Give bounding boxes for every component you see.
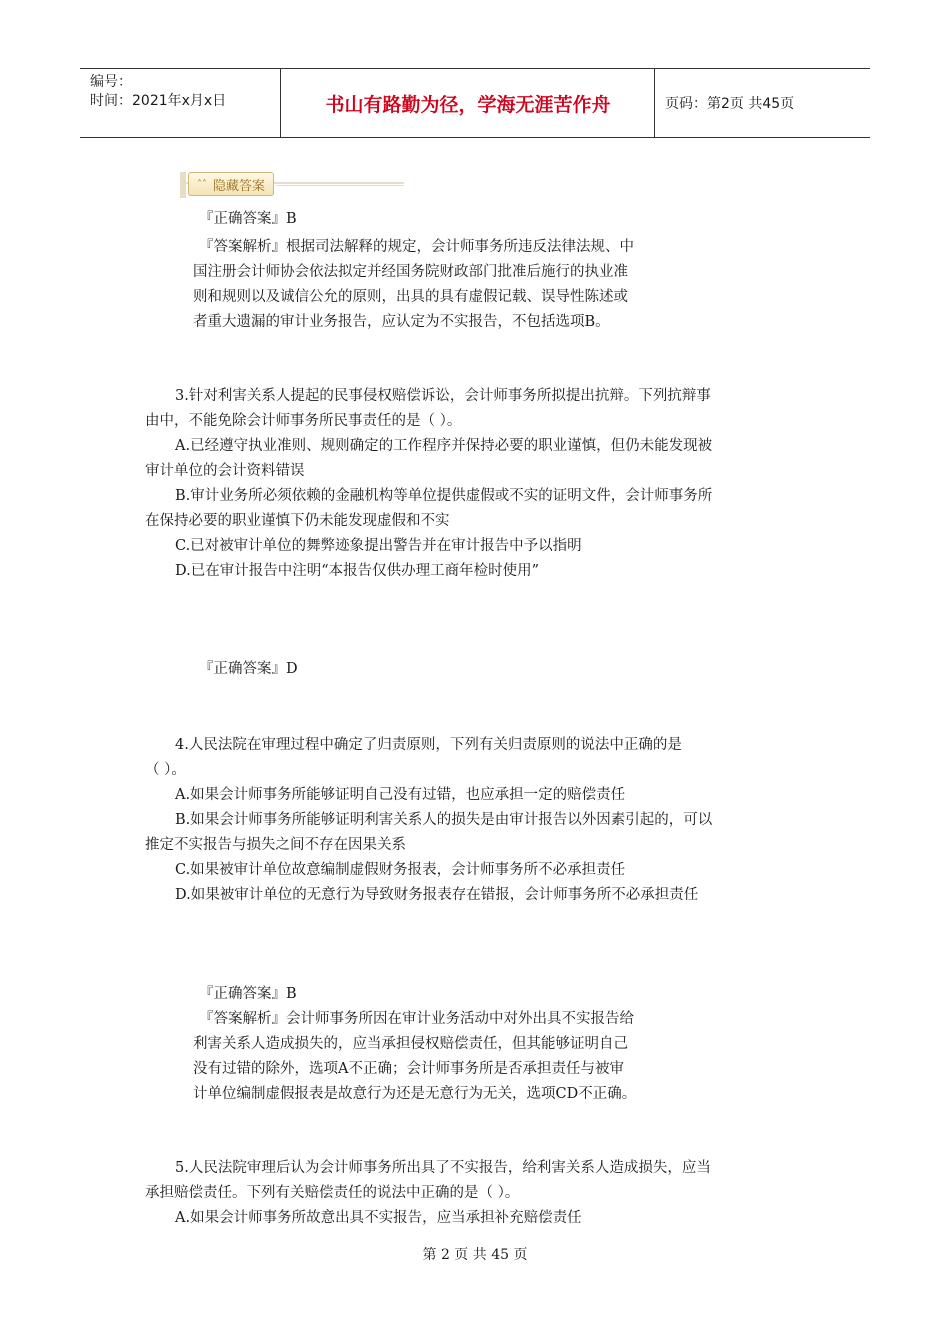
- hide-answer-button[interactable]: [188, 172, 274, 196]
- q3-option-c: C.已对被审计单位的舞弊迹象提出警告并在审计报告中予以指明: [175, 538, 582, 554]
- q4-option-a: A.如果会计师事务所能够证明自己没有过错，也应承担一定的赔偿责任: [175, 787, 626, 803]
- q3-option-d: D.已在审计报告中注明“本报告仅供办理工商年检时使用”: [175, 563, 540, 579]
- q3-option-a: A.已经遵守执业准则、规则确定的工作程序并保持必要的职业谨慎，但仍未能发现被: [175, 438, 713, 454]
- q2-analysis-line: 国注册会计师协会依法拟定并经国务院财政部门批准后施行的执业准: [193, 264, 628, 280]
- q2-correct-answer: 『正确答案』B: [199, 211, 297, 227]
- q4-analysis-line: 利害关系人造成损失的，应当承担侵权赔偿责任，但其能够证明自己: [193, 1036, 628, 1052]
- page-footer: 第 2 页 共 45 页: [422, 1247, 528, 1263]
- q2-analysis-line: 则和规则以及诚信公允的原则，出具的具有虚假记载、误导性陈述或: [193, 289, 628, 305]
- q5-stem: 承担赔偿责任。下列有关赔偿责任的说法中正确的是（ ）。: [145, 1185, 520, 1201]
- q4-option-d: D.如果被审计单位的无意行为导致财务报表存在错报，会计师事务所不必承担责任: [175, 887, 699, 903]
- q4-stem: 4.人民法院在审理过程中确定了归责原则，下列有关归责原则的说法中正确的是: [175, 737, 682, 753]
- q4-option-c: C.如果被审计单位故意编制虚假财务报表，会计师事务所不必承担责任: [175, 862, 626, 878]
- q4-stem: （ ）。: [145, 762, 186, 778]
- doc-time-label: 时间：2021年x月x日: [90, 93, 227, 109]
- q3-option-b: B.审计业务所必须依赖的金融机构等单位提供虚假或不实的证明文件，会计师事务所: [175, 488, 713, 504]
- q3-option-a: 审计单位的会计资料错误: [145, 463, 305, 479]
- q4-analysis-line: 没有过错的除外，选项A不正确；会计师事务所是否承担责任与被审: [193, 1061, 624, 1077]
- page-header: [80, 68, 870, 138]
- q4-analysis-line: 『答案解析』会计师事务所因在审计业务活动中对外出具不实报告给: [199, 1011, 634, 1027]
- header-motto: 书山有路勤为径，学海无涯苦作舟: [282, 69, 655, 137]
- q4-correct-answer: 『正确答案』B: [199, 986, 297, 1002]
- q3-correct-answer: 『正确答案』D: [199, 661, 298, 677]
- q2-analysis-line: 者重大遗漏的审计业务报告，应认定为不实报告，不包括选项B。: [193, 314, 610, 330]
- header-page-info: 页码：第2页 共45页: [665, 96, 795, 112]
- hide-answer-label: 隐藏答案: [213, 178, 266, 194]
- q4-option-b: 推定不实报告与损失之间不存在因果关系: [145, 837, 406, 853]
- q3-stem: 3.针对利害关系人提起的民事侵权赔偿诉讼，会计师事务所拟提出抗辩。下列抗辩事: [175, 388, 711, 404]
- hide-answer-banner: [180, 172, 404, 198]
- q4-analysis-line: 计单位编制虚假报表是故意行为还是无意行为无关，选项CD不正确。: [193, 1086, 637, 1102]
- q3-option-b: 在保持必要的职业谨慎下仍未能发现虚假和不实: [145, 513, 450, 529]
- doc-number-label: 编号：: [90, 74, 132, 90]
- q2-analysis-line: 『答案解析』根据司法解释的规定，会计师事务所违反法律法规、中: [199, 239, 634, 255]
- q5-stem: 5.人民法院审理后认为会计师事务所出具了不实报告，给利害关系人造成损失，应当: [175, 1160, 711, 1176]
- q4-option-b: B.如果会计师事务所能够证明利害关系人的损失是由审计报告以外因素引起的，可以: [175, 812, 713, 828]
- q5-option-a: A.如果会计师事务所故意出具不实报告，应当承担补充赔偿责任: [175, 1210, 582, 1226]
- header-meta: [80, 69, 281, 137]
- q3-stem: 由中，不能免除会计师事务所民事责任的是（ ）。: [145, 413, 462, 429]
- chevron-up-icon: ˄˄: [197, 178, 207, 190]
